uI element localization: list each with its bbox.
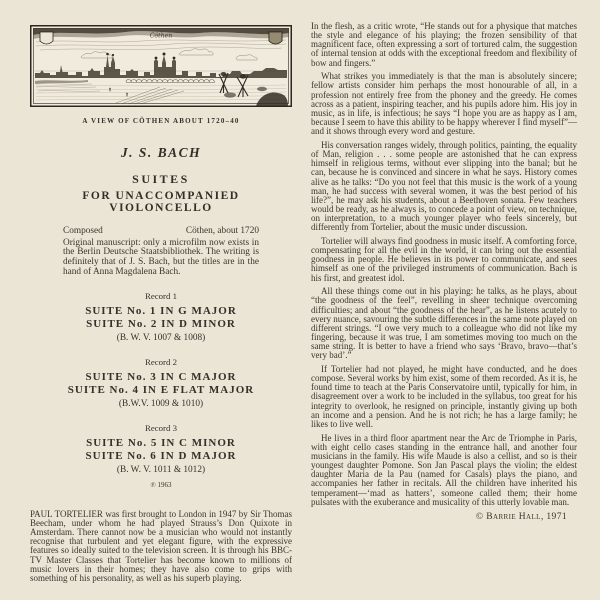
essay-paragraph-1: In the flesh, as a critic wrote, “He stands out for a physique that matches the style and elegance of his playing; the frozen sensibility of that magnificent face, often expressing a sort of tortured calm, the suggestion of internal tension at odds with the exceptional freedom and flexibility of bow and fingers.” (311, 21, 577, 68)
engraving-caption: A VIEW OF CÖTHEN ABOUT 1720–40 (82, 117, 240, 125)
essay-paragraph-3: His conversation ranges widely, through politics, painting, the equality of Man, religion . . . some people are astonished that he can express himself in religious terms, without ever slipping into the banal; but he can, because he is convinced and sincere in what he says. History comes alive as he talks: “Do you not feel that this music is the work of a young man, he had success with several women, it was the best period of his life?”, he may ask his students, about a Beethoven sonata. Few teachers would be ready, as he always is, to concede a point of view, on technique, on interpretation, to a much younger player who feels sincerely, but differently from Tortelier, about the music under discussion. (311, 139, 577, 233)
manuscript-note: Original manuscript: only a microfilm now exists in the Berlin Deutsche Staatsbibliothek. The writing is definitely that of J. S. Bach, but the titles are in the hand of Anna Magdalena Bach. (63, 237, 259, 277)
composed-place-date: Cöthen, about 1720 (185, 226, 259, 236)
essay-paragraph-2: What strikes you immediately is that the man is absolutely sincere; fellow artists consider him perhaps the most honourable of all, in a profession not entirely free from the phoney and the greedy. He comes across as a patient, inspiring teacher, and his pupils adore him. His joy in music, as in life, is infectious; he says “I hope you are as happy as I am, because I seem to have this ability to be happy wherever I find myself”—and it shows through every word and gesture. (311, 71, 577, 137)
suite-title: SUITE No. 3 IN C MAJOR (85, 370, 237, 383)
engraving-figure (30, 25, 292, 125)
engraving-script-label: Cöthen (149, 32, 173, 40)
essay-paragraph-5: All these things come out in his playing: he talks, as he plays, about “the goodness of the feel”, revelling in sheer technique overcoming difficulties; and about “the goodness of the hear”, as he listens acutely to every nuance, savouring the subtle differences in the same note played on different strings. “I owe very much to a colleague who did not like my fingering, because it was true, I am sometimes moving too much on the same string. It is better to have a friend who says ‘Bravo, bravo—that’s very bad’.” (311, 286, 577, 361)
suite-title: SUITE No. 6 IN D MAJOR (85, 450, 237, 463)
record-3-label: Record 3 (144, 422, 177, 433)
record-2-label: Record 2 (144, 356, 177, 367)
right-column (311, 22, 577, 522)
suite-title: SUITE No. 1 IN G MAJOR (85, 304, 237, 317)
bwv-numbers: (B.W.V. 1009 & 1010) (118, 398, 204, 409)
composer-name: J. S. BACH (120, 145, 202, 160)
record-1-label: Record 1 (144, 290, 177, 301)
essay-paragraph-6: If Tortelier had not played, he might have conducted, and he does compose. Several works by him exist, some of them recorded. As it is, he found time to teach at the Paris Conservatoire until, typically for him, in disagreement over a work to be included in the syllabus, too great for his integrity to overlook, he resigned on principle, instantly giving up both an income and a pension. And he is not rich; he has a large family; he likes to live well. (311, 363, 577, 429)
work-title: SUITES (132, 172, 190, 186)
left-column (30, 25, 292, 583)
suite-title: SUITE No. 4 IN E FLAT MAJOR (67, 384, 255, 397)
work-subtitle: FOR UNACCOMPANIED VIOLONCELLO (82, 190, 240, 214)
composed-label: Composed (63, 226, 103, 236)
essay-paragraph-4: Tortelier will always find goodness in music itself. A comforting force, compensating for all the evil in the world, it can bring out the essential goodness in people. He believes in its power to communicate, and sees himself as one of the privileged instruments of communication. Bach is his first, and greatest idol. (311, 235, 577, 283)
suite-title: SUITE No. 5 IN C MINOR (86, 436, 236, 449)
bwv-numbers: (B. W. V. 1007 & 1008) (116, 332, 206, 343)
bwv-numbers: (B. W. V. 1011 & 1012) (116, 464, 206, 475)
composition-note (63, 227, 259, 278)
artist-bio-paragraph: PAUL TORTELIER was first brought to London in 1947 by Sir Thomas Beecham, under whom he had played Strauss’s Don Quixote in Amsterdam. There cannot now be a musician who would not instantly recognise that turbulent and yet elegant figure, with the expressive features so ideally suited to the television screen. It is through his BBC-TV Master Classes that Tortelier has become known to millions of music lovers in their homes; they have also come to grips with something of his personality, as well as his superb playing. (30, 508, 292, 583)
record-listing (30, 291, 292, 489)
suite-title: SUITE No. 2 IN D MINOR (86, 318, 236, 331)
cothen-town-engraving-image (30, 25, 292, 107)
essay-paragraph-7: He lives in a third floor apartment near the Arc de Triomphe in Paris, with eight cello cases standing in the entrance hall, and another four musicians in the family. His wife Maude is also a cellist, and so is their youngest daughter Pomone. Son Jan Pascal plays the violin; the eldest daughter Maria de la Pau (named for Casals) plays the piano, and accompanies her father in recitals. All the children have inherited his temperament—‘mad as hatters’, someone called them; their home pulsates with the exuberance and musicality of this utterly lovable man. (311, 432, 577, 507)
phonogram-year: ℗ 1963 (150, 480, 172, 489)
record-3-group (30, 423, 292, 476)
record-1-group (30, 291, 292, 344)
author-credit: © Barrie Hall, 1971 (475, 511, 567, 522)
record-2-group (30, 357, 292, 410)
